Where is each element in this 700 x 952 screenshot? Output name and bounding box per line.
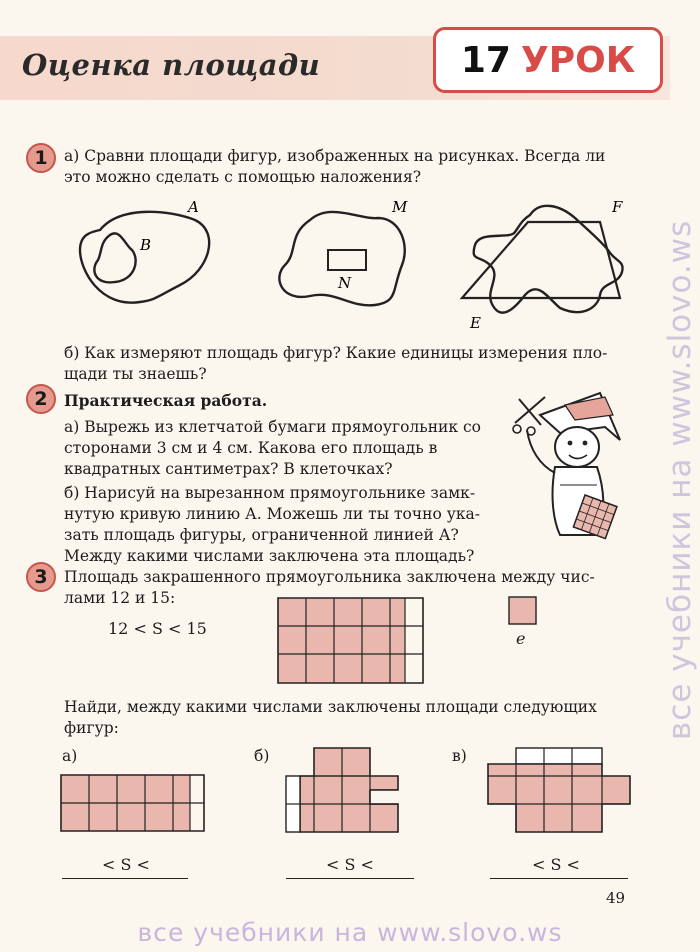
task2-part-b-line: б) Нарисуй на вырезанном прямоугольнике замк- <box>64 484 476 502</box>
task2-part-a <box>64 417 504 480</box>
task1-figures <box>60 190 660 340</box>
label-a: A <box>188 198 199 216</box>
task3-line2: лами 12 и 15: <box>64 589 176 607</box>
task1-part-b <box>64 343 634 385</box>
task-number-1: 1 <box>26 143 56 173</box>
task2-part-b-line: Между какими числами заключена эта площадь? <box>64 547 475 565</box>
answer-a: < S < <box>102 855 150 874</box>
task2-part-b <box>64 483 524 567</box>
figure-a-grid <box>60 774 208 834</box>
task1-part-a-line2: это можно сделать с помощью наложения? <box>64 168 422 186</box>
page-title: Оценка площади <box>22 48 321 82</box>
task1-part-b-line1: б) Как измеряют площадь фигур? Какие единицы измерения пло- <box>64 344 608 362</box>
task3-find <box>64 697 634 739</box>
task3-line1: Площадь закрашенного прямоугольника заключена между чис- <box>64 568 595 586</box>
task3-inequality: 12 < S < 15 <box>108 619 207 638</box>
figure-b-grid <box>284 746 404 836</box>
label-m: M <box>392 198 408 216</box>
answer-line-c <box>490 878 628 879</box>
answer-b: < S < <box>326 855 374 874</box>
task2-part-a-line: а) Вырежь из клетчатой бумаги прямоугольник со <box>64 418 482 436</box>
task2-part-a-line: сторонами 3 см и 4 см. Какова его площадь в <box>64 439 438 457</box>
task2-part-a-line: квадратных сантиметрах? В клеточках? <box>64 460 393 478</box>
answer-line-a <box>62 878 188 879</box>
figure-n-rect <box>328 250 366 270</box>
figure-label-c: в) <box>452 747 467 765</box>
figure-f-trapezoid <box>462 222 620 298</box>
task1-part-b-line2: щади ты знаешь? <box>64 365 207 383</box>
task2-heading: Практическая работа. <box>64 391 268 410</box>
label-n: N <box>338 274 352 292</box>
boy-with-scissors-illustration <box>505 385 640 545</box>
figure-b-outline <box>94 233 135 282</box>
label-b: B <box>140 236 152 254</box>
figure-label-a: а) <box>62 747 78 765</box>
unit-square-label: e <box>516 629 526 648</box>
task1-part-a <box>64 146 634 188</box>
answer-line-b <box>286 878 414 879</box>
figure-label-b: б) <box>254 747 270 765</box>
answer-c: < S < <box>532 855 580 874</box>
task-number-2: 2 <box>26 384 56 414</box>
task-number-3: 3 <box>26 562 56 592</box>
label-e: E <box>470 314 481 332</box>
task2-part-b-line: нутую кривую линию А. Можешь ли ты точно ука- <box>64 505 481 523</box>
watermark-side: все учебники на www.slovo.ws <box>662 219 698 741</box>
example-grid-rectangle <box>277 597 427 685</box>
page-number: 49 <box>606 889 626 907</box>
lesson-number: 17 <box>460 39 511 81</box>
watermark-bottom: все учебники на www.slovo.ws <box>137 918 563 947</box>
lesson-badge <box>433 27 663 93</box>
lesson-word: УРОК <box>520 39 636 81</box>
unit-square <box>508 596 538 626</box>
task3-find-line2: фигур: <box>64 719 119 737</box>
task3-find-line1: Найди, между какими числами заключены площади следующих <box>64 698 597 716</box>
figure-c-grid <box>486 746 634 836</box>
label-f: F <box>612 198 623 216</box>
task1-part-a-line1: а) Сравни площади фигур, изображенных на рисунках. Всегда ли <box>64 147 606 165</box>
task2-part-b-line: зать площадь фигуры, ограниченной линией А? <box>64 526 459 544</box>
